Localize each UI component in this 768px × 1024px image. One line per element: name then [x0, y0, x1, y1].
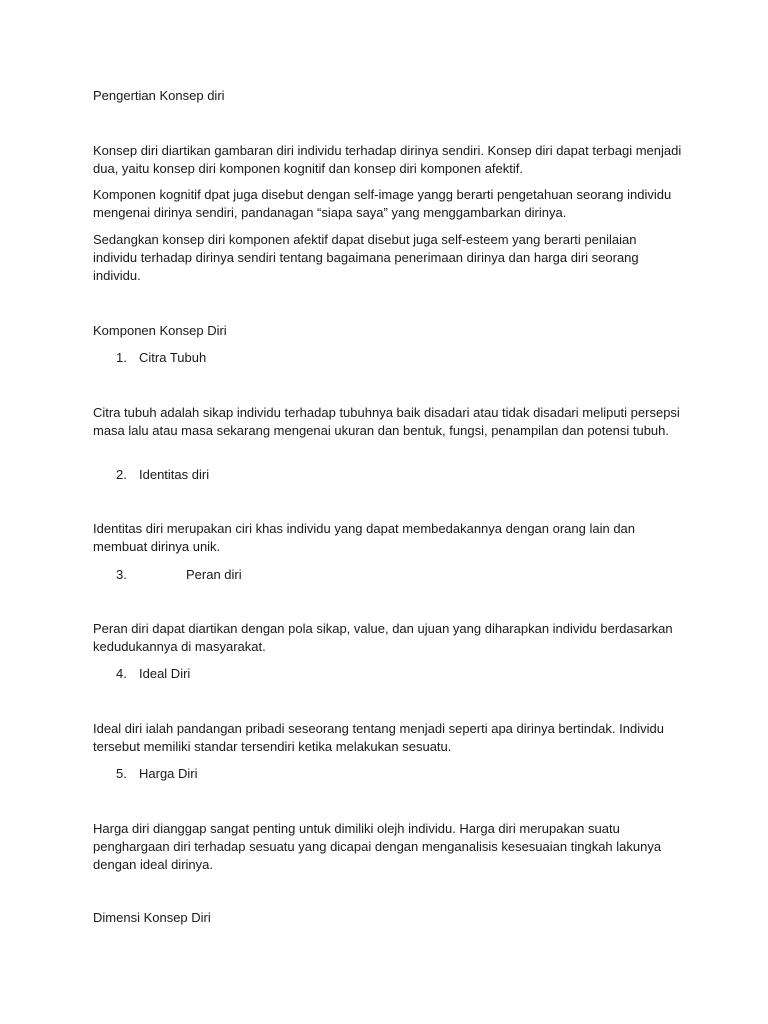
- intro-paragraph-2: Komponen kognitif dpat juga disebut dengan self-image yangg berarti pengetahuan seorang individu mengenai dirinya sendiri, pandanagan “siapa saya” yang menggambarkan dirinya.: [93, 187, 672, 220]
- list-item-number: 2.: [116, 467, 127, 482]
- list-item-label: Citra Tubuh: [139, 350, 207, 365]
- list-item-number: 4.: [116, 666, 127, 681]
- list-item-description: Citra tubuh adalah sikap individu terhadap tubuhnya baik disadari atau tidak disadari meliputi persepsi masa lalu atau masa sekarang mengenai ukuran dan bentuk, fungsi, penampilan dan potensi tubuh.: [93, 405, 680, 438]
- list-item-description: Peran diri dapat diartikan dengan pola sikap, value, dan ujuan yang diharapkan individu berdasarkan kedudukannya di masyarakat.: [93, 621, 673, 654]
- section-heading-komponen: Komponen Konsep Diri: [93, 323, 227, 338]
- section-heading-dimensi: Dimensi Konsep Diri: [93, 910, 211, 925]
- list-item-number: 1.: [116, 350, 127, 365]
- list-item-label: Identitas diri: [139, 467, 210, 482]
- document-title: Pengertian Konsep diri: [93, 88, 225, 103]
- intro-paragraph-1: Konsep diri diartikan gambaran diri individu terhadap dirinya sendiri. Konsep diri dapat terbagi menjadi dua, yaitu konsep diri komponen kognitif dan konsep diri komponen afektif.: [93, 143, 682, 176]
- list-item-label: Peran diri: [186, 567, 242, 582]
- list-item-number: 5.: [116, 766, 127, 781]
- intro-paragraph-3: Sedangkan konsep diri komponen afektif dapat disebut juga self-esteem yang berarti penilaian individu terhadap dirinya sendiri tentang bagaimana penerimaan dirinya dan harga diri seorang individu.: [93, 232, 639, 283]
- list-item-number: 3.: [116, 567, 127, 582]
- list-item-label: Harga Diri: [139, 766, 198, 781]
- list-item-description: Identitas diri merupakan ciri khas individu yang dapat membedakannya dengan orang lain dan membuat dirinya unik.: [93, 521, 636, 554]
- list-item-description: Ideal diri ialah pandangan pribadi seseorang tentang menjadi seperti apa dirinya bertindak. Individu tersebut memiliki standar tersendiri ketika melakukan sesuatu.: [93, 721, 664, 754]
- list-item-description: Harga diri dianggap sangat penting untuk dimiliki olejh individu. Harga diri merupakan suatu penghargaan diri terhadap sesuatu yang dicapai dengan menganalisis kesesuaian tingkah lakunya dengan ideal dirinya.: [93, 821, 662, 872]
- list-item-label: Ideal Diri: [139, 666, 191, 681]
